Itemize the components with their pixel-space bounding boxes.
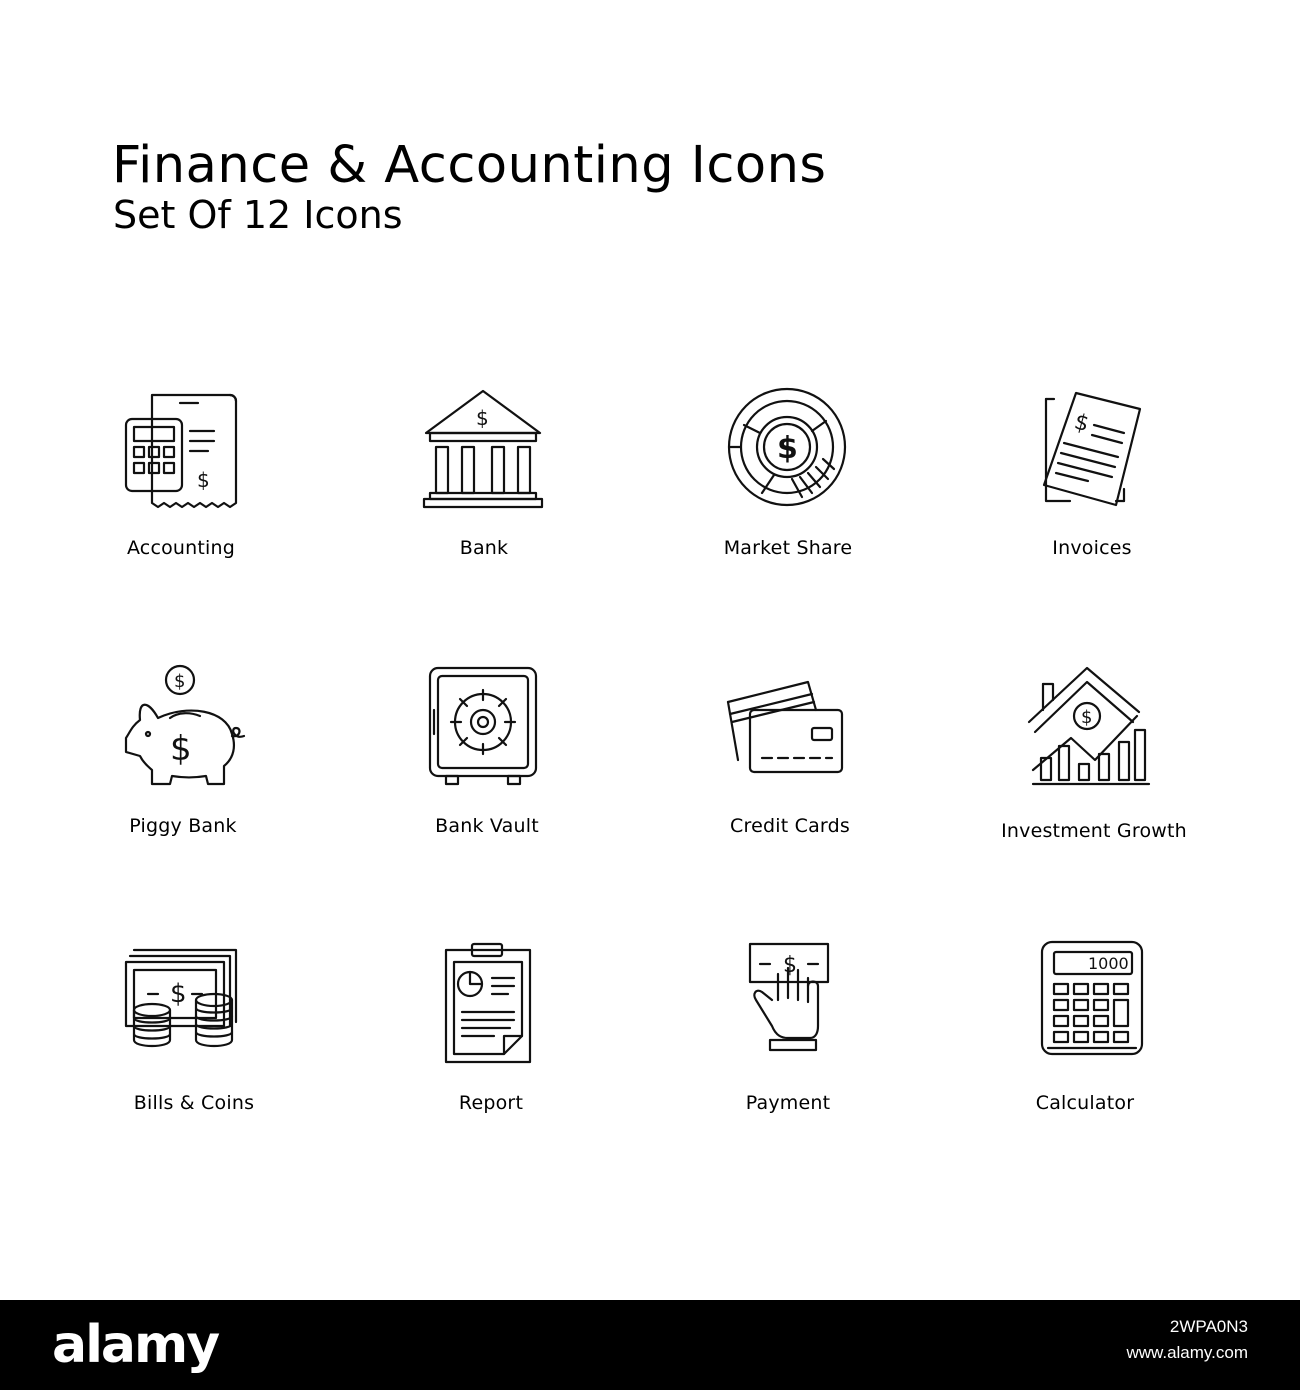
bank-label: Bank — [459, 537, 509, 559]
bank-vault-label: Bank Vault — [435, 815, 539, 837]
bills-coins-label: Bills & Coins — [133, 1092, 255, 1114]
credit-cards-label: Credit Cards — [730, 815, 850, 837]
svg-text:$: $ — [476, 406, 489, 430]
calculator-label: Calculator — [1035, 1092, 1135, 1114]
payment-icon — [722, 940, 852, 1070]
calculator-display: 1000 — [1088, 954, 1129, 973]
investment-growth-label: Investment Growth — [1001, 820, 1187, 842]
page-subtitle: Set Of 12 Icons — [113, 193, 403, 237]
invoices-label: Invoices — [1052, 537, 1132, 559]
market-share-icon — [722, 385, 852, 515]
svg-text:$: $ — [1081, 707, 1093, 728]
accounting-icon — [118, 385, 248, 515]
site-url: www.alamy.com — [1126, 1343, 1248, 1362]
svg-text:$: $ — [170, 729, 192, 769]
bank-vault-icon — [418, 660, 548, 790]
credit-cards-icon — [722, 660, 852, 790]
page-title: Finance & Accounting Icons — [112, 136, 827, 195]
bank-icon — [418, 385, 548, 515]
svg-text:$: $ — [783, 953, 797, 978]
report-icon — [424, 940, 554, 1070]
calculator-icon — [1028, 940, 1158, 1070]
payment-label: Payment — [745, 1092, 831, 1114]
alamy-logo: alamy — [52, 1315, 219, 1375]
piggy-bank-icon — [118, 660, 248, 790]
image-credit — [1126, 1314, 1248, 1366]
image-id: 2WPA0N3 — [1169, 1317, 1248, 1336]
footer-bar — [0, 1300, 1300, 1390]
investment-growth-icon — [1025, 660, 1155, 790]
accounting-label: Accounting — [126, 537, 236, 559]
svg-text:$: $ — [1071, 409, 1092, 438]
svg-text:$: $ — [197, 468, 210, 492]
invoices-icon — [1028, 385, 1158, 515]
svg-text:$: $ — [777, 431, 798, 466]
bills-coins-icon — [118, 940, 248, 1070]
report-label: Report — [458, 1092, 524, 1114]
svg-text:$: $ — [174, 671, 186, 692]
svg-text:$: $ — [170, 979, 187, 1009]
piggy-bank-label: Piggy Bank — [129, 815, 237, 837]
market-share-label: Market Share — [723, 537, 853, 559]
